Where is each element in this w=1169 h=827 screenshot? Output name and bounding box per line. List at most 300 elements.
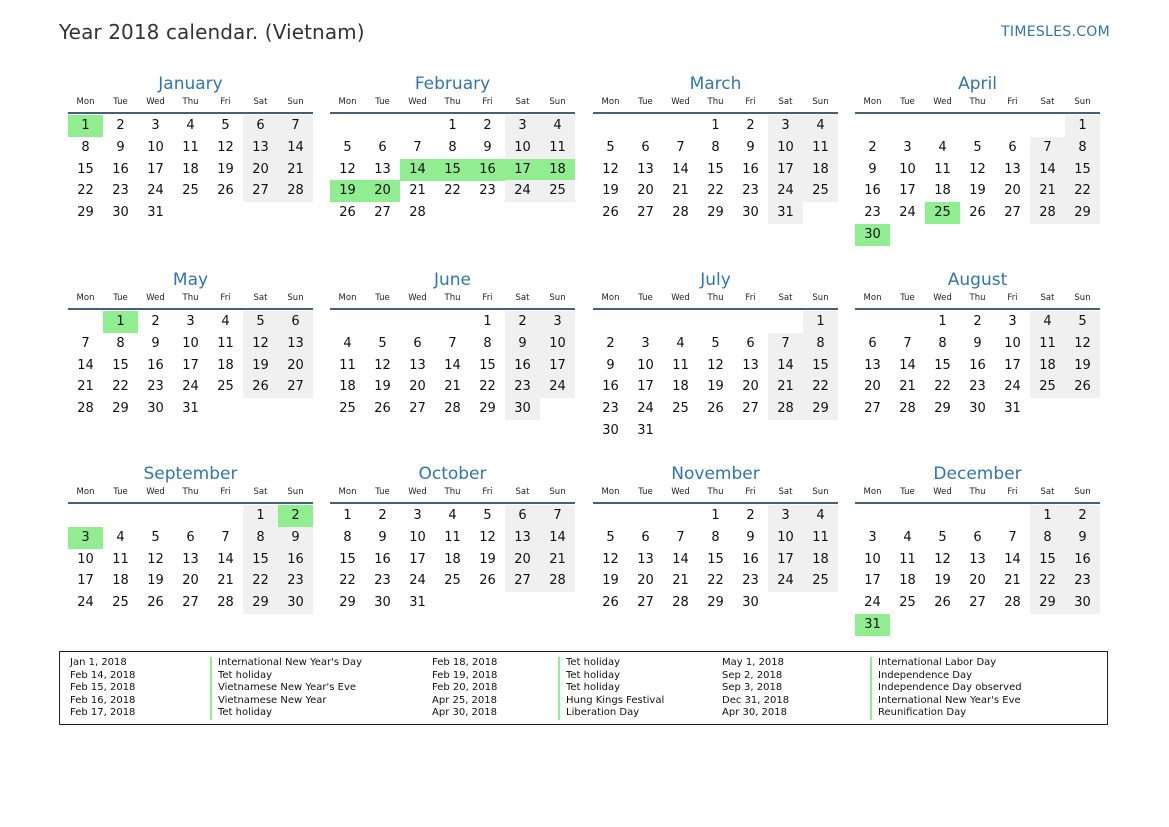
day-cell: 5 <box>151 529 160 545</box>
legend-date: Sep 2, 2018 <box>722 669 783 681</box>
day-cell: 11 <box>803 137 838 159</box>
day-cell: 5 <box>243 311 278 333</box>
day-cell: 14 <box>444 357 461 373</box>
day-cell: 23 <box>479 183 496 199</box>
day-cell: 5 <box>606 139 615 155</box>
legend-date: Sep 3, 2018 <box>722 682 783 693</box>
day-cell: 11 <box>540 137 575 159</box>
day-cell: 25 <box>112 595 129 611</box>
weekday-label: Mon <box>338 293 357 303</box>
day-cell: 21 <box>1030 180 1065 202</box>
day-cell: 3 <box>641 335 650 351</box>
day-cell: 28 <box>409 205 426 221</box>
day-cell: 7 <box>676 529 685 545</box>
weekday-label: Mon <box>863 487 882 497</box>
day-cell: 16 <box>505 355 540 377</box>
day-cell: 24 <box>540 376 575 398</box>
day-cell: 19 <box>374 379 391 395</box>
weekday-label: Thu <box>444 487 461 497</box>
day-cell: 5 <box>378 335 387 351</box>
day-cell: 4 <box>803 505 838 527</box>
day-cell: 23 <box>374 573 391 589</box>
day-cell: 13 <box>374 161 391 177</box>
day-cell: 13 <box>278 333 313 355</box>
day-cell: 17 <box>768 159 803 181</box>
day-cell: 7 <box>768 333 803 355</box>
day-cell: 25 <box>1030 376 1065 398</box>
day-cell: 13 <box>969 551 986 567</box>
day-cell: 15 <box>243 549 278 571</box>
month-name: March <box>689 74 742 94</box>
day-cell: 1 <box>711 508 720 523</box>
header-rule <box>855 308 1100 310</box>
day-cell: 19 <box>243 355 278 377</box>
weekday-label: Tue <box>638 97 653 107</box>
day-cell: 24 <box>768 570 803 592</box>
day-cell: 8 <box>803 333 838 355</box>
day-cell: 11 <box>934 161 951 177</box>
weekday-label: Wed <box>146 97 165 107</box>
day-cell: 17 <box>1004 357 1021 373</box>
weekday-label: Thu <box>444 97 461 107</box>
legend-date: Apr 25, 2018 <box>432 694 498 706</box>
day-cell: 3 <box>1008 314 1017 329</box>
month-february <box>330 74 575 221</box>
header-rule <box>68 308 313 310</box>
holiday-day-cell: 15 <box>435 159 470 181</box>
day-cell: 21 <box>899 379 916 395</box>
weekday-label: Wed <box>933 97 952 107</box>
weekday-label: Fri <box>1007 293 1018 303</box>
day-cell: 10 <box>899 161 916 177</box>
day-cell: 8 <box>711 139 720 155</box>
weekday-label: Sat <box>1040 487 1055 497</box>
day-cell: 21 <box>1004 573 1021 589</box>
legend-holiday-name: Liberation Day <box>558 707 639 720</box>
day-cell: 8 <box>483 335 492 351</box>
day-cell: 28 <box>899 401 916 417</box>
day-cell: 12 <box>934 551 951 567</box>
day-cell: 16 <box>1065 549 1100 571</box>
legend-date: Apr 30, 2018 <box>432 707 498 718</box>
weekday-header <box>593 97 838 110</box>
day-cell: 9 <box>973 335 982 351</box>
day-cell: 29 <box>112 401 129 417</box>
month-october <box>330 464 575 611</box>
day-cell: 12 <box>969 161 986 177</box>
day-cell: 7 <box>278 115 313 137</box>
day-cell: 12 <box>602 161 619 177</box>
day-cell: 14 <box>77 357 94 373</box>
day-cell: 13 <box>742 357 759 373</box>
day-cell: 20 <box>182 573 199 589</box>
weekday-label: Thu <box>182 487 199 497</box>
weekday-label: Thu <box>969 97 986 107</box>
day-cell: 22 <box>707 573 724 589</box>
day-cell: 5 <box>1065 311 1100 333</box>
day-cell: 1 <box>711 118 720 133</box>
weekday-label: Wed <box>933 487 952 497</box>
day-cell: 21 <box>540 549 575 571</box>
day-cell: 29 <box>1065 202 1100 224</box>
day-cell: 9 <box>1065 527 1100 549</box>
day-cell: 7 <box>1030 137 1065 159</box>
month-december <box>855 464 1100 632</box>
day-cell: 26 <box>243 376 278 398</box>
day-cell: 21 <box>672 183 689 199</box>
legend-holiday-name: Independence Day observed <box>870 682 1022 695</box>
day-cell: 4 <box>116 529 125 545</box>
weekday-label: Wed <box>671 293 690 303</box>
month-name: February <box>414 74 491 94</box>
day-cell: 29 <box>77 205 94 221</box>
day-cell: 24 <box>182 379 199 395</box>
day-cell: 20 <box>1004 183 1021 199</box>
weekday-label: Tue <box>900 487 915 497</box>
day-cell: 19 <box>602 573 619 589</box>
day-cell: 26 <box>602 595 619 611</box>
day-cell: 3 <box>540 311 575 333</box>
weekday-label: Wed <box>408 97 427 107</box>
weekday-label: Tue <box>638 293 653 303</box>
month-january <box>68 74 313 221</box>
day-cell: 21 <box>768 376 803 398</box>
day-cell: 14 <box>278 137 313 159</box>
weekday-header <box>330 293 575 306</box>
weekday-label: Wed <box>671 97 690 107</box>
day-cell: 14 <box>217 551 234 567</box>
day-cell: 29 <box>803 398 838 420</box>
weekday-label: Wed <box>146 487 165 497</box>
day-cell: 22 <box>77 183 94 199</box>
weekday-label: Sat <box>778 97 793 107</box>
weekday-label: Tue <box>113 97 128 107</box>
day-cell: 4 <box>540 115 575 137</box>
day-cell: 8 <box>1030 527 1065 549</box>
page-title: Year 2018 calendar. (Vietnam) <box>59 20 365 44</box>
weekday-label: Wed <box>933 293 952 303</box>
day-cell: 18 <box>339 379 356 395</box>
day-cell: 18 <box>182 161 199 177</box>
day-cell: 21 <box>409 183 426 199</box>
weekday-header <box>855 97 1100 110</box>
day-cell: 31 <box>637 423 654 438</box>
site-link[interactable]: TIMESLES.COM <box>1001 24 1110 40</box>
weekday-label: Sun <box>549 487 566 497</box>
day-cell: 15 <box>77 161 94 177</box>
legend-date: Feb 19, 2018 <box>432 669 498 681</box>
day-cell: 7 <box>448 335 457 351</box>
day-cell: 20 <box>278 355 313 377</box>
day-cell: 12 <box>707 357 724 373</box>
day-cell: 5 <box>221 118 230 133</box>
day-cell: 17 <box>77 573 94 589</box>
legend-date: May 1, 2018 <box>722 657 785 668</box>
weekday-label: Thu <box>707 487 724 497</box>
day-cell: 5 <box>343 139 352 155</box>
day-cell: 18 <box>899 573 916 589</box>
day-cell: 9 <box>505 333 540 355</box>
legend-holiday-name: Independence Day <box>870 670 972 683</box>
day-cell: 26 <box>1065 376 1100 398</box>
day-cell: 24 <box>899 205 916 221</box>
day-cell: 2 <box>868 139 877 155</box>
legend-date: Feb 18, 2018 <box>432 657 498 668</box>
day-cell: 2 <box>973 314 982 329</box>
day-cell: 25 <box>672 401 689 417</box>
day-cell: 10 <box>409 529 426 545</box>
day-cell: 9 <box>606 357 615 373</box>
day-cell: 25 <box>182 183 199 199</box>
day-cell: 11 <box>444 529 461 545</box>
day-cell: 21 <box>217 573 234 589</box>
day-cell: 5 <box>711 335 720 351</box>
day-cell: 7 <box>221 529 230 545</box>
day-cell: 13 <box>637 161 654 177</box>
day-cell: 12 <box>217 139 234 155</box>
day-cell: 12 <box>479 529 496 545</box>
day-cell: 10 <box>637 357 654 373</box>
day-cell: 31 <box>182 401 199 417</box>
header-rule <box>593 308 838 310</box>
legend-date: Feb 17, 2018 <box>70 707 136 718</box>
day-cell: 9 <box>746 139 755 155</box>
day-cell: 19 <box>934 573 951 589</box>
weekday-label: Fri <box>482 293 493 303</box>
day-cell: 28 <box>77 401 94 417</box>
day-cell: 22 <box>444 183 461 199</box>
day-cell: 31 <box>1004 401 1021 417</box>
day-cell: 25 <box>899 595 916 611</box>
day-cell: 16 <box>112 161 129 177</box>
day-cell: 11 <box>899 551 916 567</box>
day-cell: 25 <box>540 180 575 202</box>
weekday-label: Thu <box>444 293 461 303</box>
day-cell: 28 <box>672 595 689 611</box>
day-cell: 1 <box>1065 115 1100 137</box>
day-cell: 1 <box>803 311 838 333</box>
day-cell: 26 <box>374 401 391 417</box>
day-cell: 20 <box>969 573 986 589</box>
day-cell: 13 <box>864 357 881 373</box>
day-cell: 28 <box>540 570 575 592</box>
month-march <box>593 74 838 221</box>
month-name: September <box>143 464 238 484</box>
day-cell: 18 <box>112 573 129 589</box>
day-cell: 7 <box>676 139 685 155</box>
weekday-label: Mon <box>601 97 620 107</box>
legend-holiday-name: International New Year's Day <box>210 657 362 670</box>
day-cell: 29 <box>1030 592 1065 614</box>
day-cell: 6 <box>186 529 195 545</box>
day-cell: 4 <box>1030 311 1065 333</box>
day-cell: 27 <box>969 595 986 611</box>
holiday-day-cell: 2 <box>278 505 313 527</box>
weekday-label: Mon <box>601 293 620 303</box>
holiday-day-cell: 14 <box>400 159 435 181</box>
day-cell: 29 <box>479 401 496 417</box>
legend-date: Feb 16, 2018 <box>70 694 136 706</box>
day-cell: 3 <box>151 118 160 133</box>
day-cell: 21 <box>278 159 313 181</box>
month-april <box>855 74 1100 242</box>
legend-date: Feb 14, 2018 <box>70 669 136 681</box>
day-cell: 5 <box>973 139 982 155</box>
weekday-label: Fri <box>745 97 756 107</box>
weekday-label: Sun <box>287 293 304 303</box>
weekday-label: Sat <box>778 293 793 303</box>
day-cell: 13 <box>1004 161 1021 177</box>
day-cell: 29 <box>934 401 951 417</box>
month-june <box>330 270 575 417</box>
day-cell: 24 <box>147 183 164 199</box>
day-cell: 6 <box>278 311 313 333</box>
weekday-label: Mon <box>76 293 95 303</box>
month-november <box>593 464 838 611</box>
legend-holiday-name: Reunification Day <box>870 707 966 720</box>
weekday-label: Sat <box>515 97 530 107</box>
day-cell: 28 <box>768 398 803 420</box>
weekday-label: Tue <box>375 97 390 107</box>
day-cell: 9 <box>151 335 160 351</box>
day-cell: 14 <box>672 161 689 177</box>
day-cell: 8 <box>448 139 457 155</box>
weekday-label: Fri <box>482 487 493 497</box>
day-cell: 15 <box>707 161 724 177</box>
day-cell: 9 <box>378 529 387 545</box>
day-cell: 16 <box>278 549 313 571</box>
day-cell: 9 <box>868 161 877 177</box>
legend-holiday-name: International New Year's Eve <box>870 695 1021 708</box>
day-cell: 25 <box>339 401 356 417</box>
day-cell: 27 <box>864 401 881 417</box>
day-cell: 14 <box>540 527 575 549</box>
day-cell: 29 <box>707 595 724 611</box>
day-cell: 26 <box>934 595 951 611</box>
day-cell: 6 <box>1008 139 1017 155</box>
legend-holiday-name: Tet holiday <box>210 707 272 720</box>
day-cell: 24 <box>768 180 803 202</box>
day-cell: 28 <box>278 180 313 202</box>
day-cell: 27 <box>409 401 426 417</box>
day-cell: 30 <box>374 595 391 611</box>
weekday-label: Tue <box>900 293 915 303</box>
legend-date: Feb 20, 2018 <box>432 682 498 693</box>
day-cell: 28 <box>672 205 689 221</box>
weekday-label: Sun <box>549 97 566 107</box>
day-cell: 23 <box>864 205 881 221</box>
day-cell: 24 <box>637 401 654 417</box>
day-cell: 26 <box>147 595 164 611</box>
day-cell: 6 <box>505 505 540 527</box>
day-cell: 9 <box>278 527 313 549</box>
day-cell: 15 <box>339 551 356 567</box>
day-cell: 17 <box>182 357 199 373</box>
month-name: April <box>958 74 997 94</box>
weekday-header <box>330 487 575 500</box>
day-cell: 7 <box>81 335 90 351</box>
weekday-label: Sat <box>1040 97 1055 107</box>
day-cell: 7 <box>903 335 912 351</box>
weekday-label: Fri <box>482 97 493 107</box>
day-cell: 27 <box>278 376 313 398</box>
day-cell: 21 <box>77 379 94 395</box>
day-cell: 11 <box>182 139 199 155</box>
day-cell: 30 <box>742 205 759 221</box>
holiday-day-cell: 18 <box>540 159 575 181</box>
day-cell: 19 <box>147 573 164 589</box>
day-cell: 4 <box>448 508 457 523</box>
day-cell: 22 <box>112 379 129 395</box>
day-cell: 2 <box>505 311 540 333</box>
weekday-header <box>68 97 313 110</box>
day-cell: 20 <box>637 573 654 589</box>
header-rule <box>330 112 575 114</box>
day-cell: 1 <box>448 118 457 133</box>
day-cell: 26 <box>602 205 619 221</box>
month-name: July <box>700 270 731 290</box>
day-cell: 13 <box>505 527 540 549</box>
day-cell: 8 <box>343 529 352 545</box>
day-cell: 4 <box>903 529 912 545</box>
month-may <box>68 270 313 417</box>
day-cell: 12 <box>243 333 278 355</box>
weekday-label: Thu <box>182 97 199 107</box>
holiday-day-cell: 17 <box>505 159 540 181</box>
day-cell: 25 <box>803 570 838 592</box>
day-cell: 19 <box>602 183 619 199</box>
day-cell: 3 <box>768 505 803 527</box>
day-cell: 18 <box>803 159 838 181</box>
weekday-label: Mon <box>601 487 620 497</box>
day-cell: 12 <box>1065 333 1100 355</box>
legend-holiday-name: Vietnamese New Year's Eve <box>210 682 356 695</box>
day-cell: 26 <box>339 205 356 221</box>
day-cell: 28 <box>217 595 234 611</box>
day-cell: 13 <box>637 551 654 567</box>
day-cell: 11 <box>672 357 689 373</box>
month-name: May <box>172 270 209 290</box>
weekday-label: Sun <box>812 293 829 303</box>
day-cell: 16 <box>742 161 759 177</box>
legend-date: Feb 15, 2018 <box>70 682 136 693</box>
header-rule <box>855 502 1100 504</box>
day-cell: 27 <box>1004 205 1021 221</box>
header-rule <box>855 112 1100 114</box>
day-cell: 20 <box>505 549 540 571</box>
month-name: June <box>433 270 472 290</box>
weekday-label: Sun <box>1074 487 1091 497</box>
weekday-label: Mon <box>76 97 95 107</box>
day-cell: 19 <box>707 379 724 395</box>
legend-holiday-name: International Labor Day <box>870 657 996 670</box>
day-cell: 26 <box>217 183 234 199</box>
weekday-label: Sat <box>515 487 530 497</box>
day-cell: 11 <box>112 551 129 567</box>
day-cell: 23 <box>147 379 164 395</box>
day-cell: 4 <box>938 139 947 155</box>
day-cell: 19 <box>969 183 986 199</box>
day-cell: 2 <box>606 335 615 351</box>
day-cell: 31 <box>768 202 803 224</box>
month-july <box>593 270 838 438</box>
day-cell: 17 <box>899 183 916 199</box>
month-name: January <box>158 74 223 94</box>
day-cell: 24 <box>409 573 426 589</box>
day-cell: 23 <box>505 376 540 398</box>
day-cell: 15 <box>803 355 838 377</box>
weekday-label: Fri <box>1007 487 1018 497</box>
